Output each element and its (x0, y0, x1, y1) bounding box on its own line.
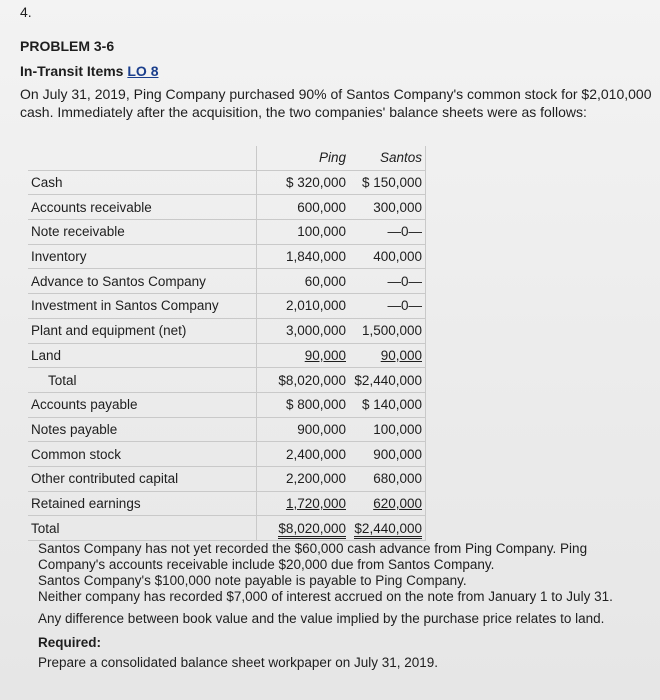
problem-number: 4. (20, 4, 32, 20)
col-header-santos: Santos (349, 146, 426, 170)
santos-value: 680,000 (349, 466, 426, 491)
santos-value (349, 491, 426, 516)
ping-value: $ 800,000 (257, 392, 350, 417)
santos-value: —0— (349, 269, 426, 294)
ping-total-double-underlined: $8,020,000 (278, 521, 346, 539)
table-row (28, 244, 426, 269)
col-header-ping: Ping (257, 146, 350, 170)
santos-total (349, 516, 426, 541)
row-label: Inventory (28, 244, 257, 269)
table-row (28, 466, 426, 491)
table-row (28, 417, 426, 442)
santos-value: 900,000 (349, 442, 426, 467)
santos-value: $ 150,000 (349, 170, 426, 195)
note-notes-payable: Santos Company's $100,000 note payable is payable to Ping Company. (38, 573, 467, 588)
table-row-total (28, 368, 426, 393)
santos-value: $ 140,000 (349, 392, 426, 417)
row-label: Advance to Santos Company (28, 269, 257, 294)
ping-value: 2,010,000 (257, 294, 350, 319)
santos-value: 1,500,000 (349, 318, 426, 343)
santos-total-double-underlined: $2,440,000 (354, 521, 422, 539)
ping-value: 3,000,000 (257, 318, 350, 343)
problem-notes (38, 541, 648, 671)
required-label: Required: (38, 635, 102, 650)
row-label: Other contributed capital (28, 466, 257, 491)
santos-value: 400,000 (349, 244, 426, 269)
ping-value: 2,400,000 (257, 442, 350, 467)
row-label: Notes payable (28, 417, 257, 442)
balance-sheet-table (28, 146, 426, 541)
ping-value-underlined: 1,720,000 (285, 495, 346, 511)
row-label: Investment in Santos Company (28, 294, 257, 319)
ping-total: $8,020,000 (257, 368, 350, 393)
ping-value: 600,000 (257, 195, 350, 220)
row-label: Total (28, 516, 257, 541)
note-interest-accrued: Neither company has recorded $7,000 of interest accrued on the note from January 1 to July 31. (38, 589, 613, 604)
ping-value (257, 343, 350, 368)
ping-value-underlined: 90,000 (304, 347, 346, 363)
table-row (28, 220, 426, 245)
ping-value: 900,000 (257, 417, 350, 442)
topic-text: In-Transit Items (20, 63, 124, 79)
row-label: Plant and equipment (net) (28, 318, 257, 343)
santos-value-underlined: 620,000 (373, 495, 422, 511)
santos-total: $2,440,000 (349, 368, 426, 393)
santos-value: 100,000 (349, 417, 426, 442)
ping-value: 100,000 (257, 220, 350, 245)
santos-value: —0— (349, 294, 426, 319)
ping-value: 60,000 (257, 269, 350, 294)
table-row (28, 318, 426, 343)
ping-value: 2,200,000 (257, 466, 350, 491)
santos-value: 300,000 (349, 195, 426, 220)
ping-value: $ 320,000 (257, 170, 350, 195)
table-row (28, 170, 426, 195)
ping-total (257, 516, 350, 541)
problem-topic (20, 63, 158, 79)
ping-value: 1,840,000 (257, 244, 350, 269)
row-label: Cash (28, 170, 257, 195)
row-label: Land (28, 343, 257, 368)
santos-value (349, 343, 426, 368)
note-cash-advance: Santos Company has not yet recorded the $60,000 cash advance from Ping Company. Ping Company's accounts receivable include $20,000 due from Santos Company. (38, 541, 588, 572)
santos-value-underlined: 90,000 (380, 347, 422, 363)
row-label: Total (28, 368, 257, 393)
table-header-row (28, 146, 426, 170)
table-row-total (28, 516, 426, 541)
header-blank (28, 146, 257, 170)
table-row (28, 269, 426, 294)
table-row (28, 442, 426, 467)
problem-title: PROBLEM 3-6 (20, 38, 115, 54)
note-land-difference: Any difference between book value and the value implied by the purchase price relates to land. (38, 611, 605, 626)
ping-value (257, 491, 350, 516)
table-row (28, 343, 426, 368)
table-row (28, 392, 426, 417)
intro-paragraph: On July 31, 2019, Ping Company purchased 90% of Santos Company's common stock for $2,010,000 cash. Immediately after the acquisition, the two companies' balance sheets were as follows: (20, 86, 652, 120)
row-label: Accounts receivable (28, 195, 257, 220)
santos-value: —0— (349, 220, 426, 245)
table-row (28, 195, 426, 220)
table-row (28, 294, 426, 319)
row-label: Common stock (28, 442, 257, 467)
table-row (28, 491, 426, 516)
row-label: Note receivable (28, 220, 257, 245)
row-label: Accounts payable (28, 392, 257, 417)
learning-objective-link[interactable]: LO 8 (127, 63, 159, 79)
required-task: Prepare a consolidated balance sheet workpaper on July 31, 2019. (38, 655, 439, 670)
row-label: Retained earnings (28, 491, 257, 516)
